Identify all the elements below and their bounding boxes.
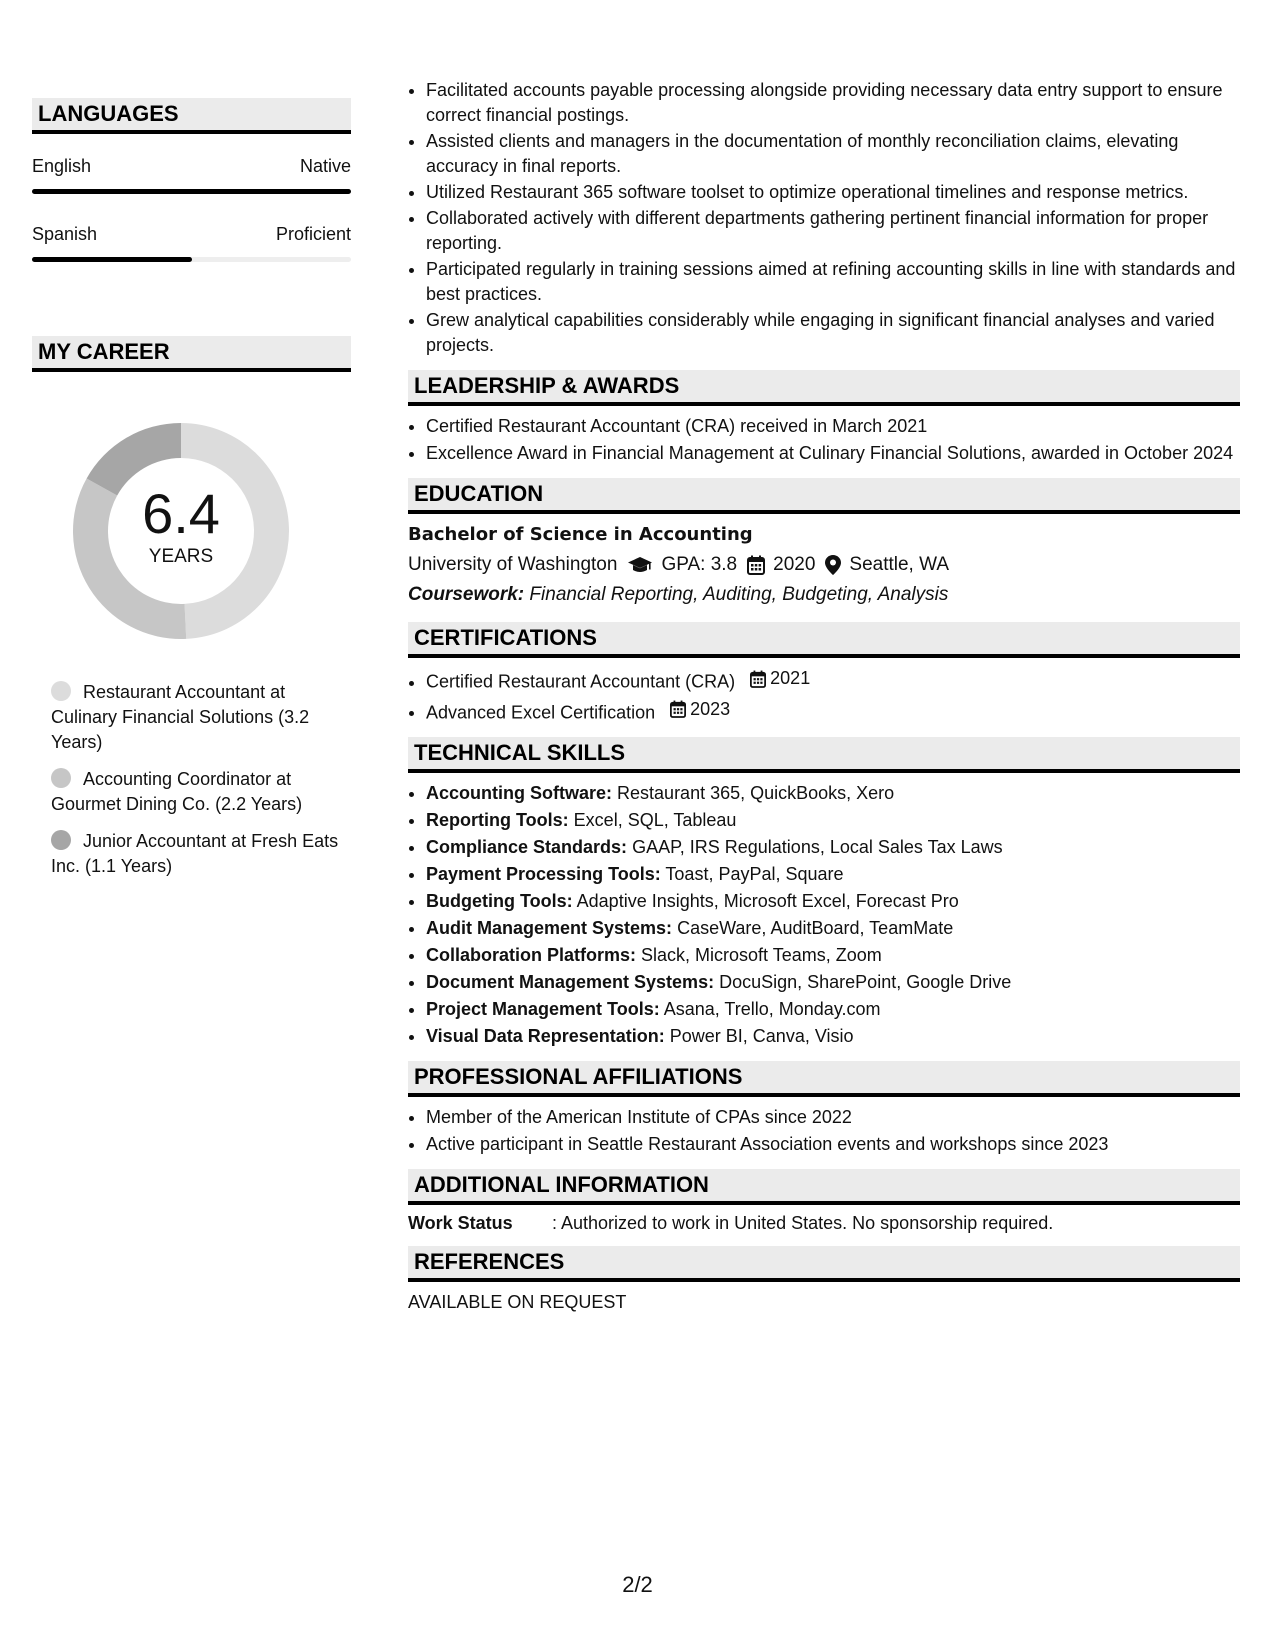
list-item [426,781,1240,806]
skill-value: Power BI, Canva, Visio [669,1026,854,1046]
skill-label: Visual Data Representation: [426,1026,665,1046]
list-item [426,997,1240,1022]
career-unit: YEARS [148,546,214,567]
list-item: • Active participant in Seattle Restaurant Association events and workshops since 2023 [426,1132,1240,1157]
work-status-label: Work Status [408,1213,513,1233]
language-item [32,224,351,262]
skill-value: DocuSign, SharePoint, Google Drive [719,972,1012,992]
career-total: 6.4 [142,482,220,545]
legend-item [51,680,351,755]
list-item [426,889,1240,914]
skill-label: Payment Processing Tools: [426,864,661,884]
skill-value: Asana, Trello, Monday.com [663,999,881,1019]
calendar-icon [670,700,686,718]
list-item: • Participated regularly in training sessions aimed at refining accounting skills in line with standards and best practices. [426,257,1240,307]
education-heading: EDUCATION [408,478,1240,514]
legend-dot [51,830,71,850]
skill-label: Compliance Standards: [426,837,628,857]
graduation-year: 2020 [773,554,816,575]
calendar-icon [747,555,765,575]
affiliations-heading: PROFESSIONAL AFFILIATIONS [408,1061,1240,1097]
right-column [408,78,1240,1313]
experience-bullets [408,78,1240,358]
list-item [426,862,1240,887]
skills-list [408,781,1240,1049]
list-item: • Certified Restaurant Accountant (CRA) received in March 2021 [426,414,1240,439]
coursework-label: Coursework: [408,584,525,605]
page-number: 2/2 [622,1572,653,1597]
career-legend [32,680,351,879]
skill-label: Collaboration Platforms: [426,945,637,965]
language-level: Proficient [275,224,351,244]
language-name: English [32,156,92,176]
skill-value: Restaurant 365, QuickBooks, Xero [617,783,895,803]
certifications-heading: CERTIFICATIONS [408,622,1240,658]
skill-label: Project Management Tools: [426,999,660,1019]
coursework [408,580,1240,610]
legend-label: Accounting Coordinator at Gourmet Dining Co. (2.2 Years) [51,769,303,814]
legend-item [51,829,351,879]
list-item [426,666,1240,695]
skill-label: Budgeting Tools: [426,891,573,911]
skill-value: CaseWare, AuditBoard, TeamMate [677,918,954,938]
skill-label: Audit Management Systems: [426,918,673,938]
references-heading: REFERENCES [408,1246,1240,1282]
legend-dot [51,768,71,788]
list-item [426,835,1240,860]
list-item: • Excellence Award in Financial Management at Culinary Financial Solutions, awarded in October 2024 [426,441,1240,466]
work-status-row [408,1213,1240,1234]
list-item: • Facilitated accounts payable processing alongside providing necessary data entry support to ensure correct financial postings. [426,78,1240,128]
education-entry [408,520,1240,610]
career-donut-chart [66,416,296,646]
list-item [426,697,1240,726]
language-level: Native [299,156,351,176]
cert-name: Advanced Excel Certification [426,702,656,722]
degree: Bachelor of Science in Accounting [408,524,753,545]
calendar-icon [750,670,766,688]
left-column [32,98,351,891]
legend-label: Restaurant Accountant at Culinary Financial Solutions (3.2 Years) [51,682,310,752]
list-item: • Grew analytical capabilities considerably while engaging in significant financial analyses and varied projects. [426,308,1240,358]
legend-dot [51,681,71,701]
affiliations-list [408,1105,1240,1157]
career-heading: MY CAREER [32,336,351,372]
leadership-list [408,414,1240,466]
work-status-value: : Authorized to work in United States. No sponsorship required. [552,1213,1054,1233]
language-bar-fill [32,189,351,194]
skill-label: Document Management Systems: [426,972,715,992]
location-pin-icon [825,555,841,575]
language-name: Spanish [32,224,98,244]
school: University of Washington [408,554,618,575]
list-item: • Member of the American Institute of CPAs since 2022 [426,1105,1240,1130]
skill-label: Accounting Software: [426,783,613,803]
cert-name: Certified Restaurant Accountant (CRA) [426,671,736,692]
skills-heading: TECHNICAL SKILLS [408,737,1240,773]
gpa: GPA: 3.8 [661,554,738,575]
graduation-cap-icon [627,556,653,574]
list-item: • Collaborated actively with different departments gathering pertinent financial information for proper reporting. [426,206,1240,256]
legend-item [51,767,351,817]
coursework-value: Financial Reporting, Auditing, Budgeting, Analysis [529,584,949,605]
additional-info-heading: ADDITIONAL INFORMATION [408,1169,1240,1205]
skill-label: Reporting Tools: [426,810,569,830]
language-item [32,156,351,194]
languages-heading: LANGUAGES [32,98,351,134]
skill-value: Toast, PayPal, Square [665,864,844,884]
list-item [426,916,1240,941]
skill-value: GAAP, IRS Regulations, Local Sales Tax Laws [632,837,1003,857]
skill-value: Adaptive Insights, Microsoft Excel, Forecast Pro [576,891,959,911]
list-item: • Utilized Restaurant 365 software toolset to optimize operational timelines and response metrics. [426,180,1240,205]
list-item [426,808,1240,833]
skill-value: Slack, Microsoft Teams, Zoom [641,945,882,965]
list-item [426,943,1240,968]
language-bar [32,189,351,194]
language-bar-fill [32,257,192,262]
leadership-heading: LEADERSHIP & AWARDS [408,370,1240,406]
list-item: • Assisted clients and managers in the documentation of monthly reconciliation claims, elevating accuracy in final reports. [426,129,1240,179]
language-bar [32,257,351,262]
certifications-list [408,666,1240,725]
cert-year: 2023 [690,698,731,719]
legend-label: Junior Accountant at Fresh Eats Inc. (1.1 Years) [51,831,339,876]
location: Seattle, WA [849,554,950,575]
cert-year: 2021 [770,668,811,688]
skill-value: Excel, SQL, Tableau [573,810,737,830]
references-text: AVAILABLE ON REQUEST [408,1292,627,1312]
list-item [426,970,1240,995]
list-item [426,1024,1240,1049]
